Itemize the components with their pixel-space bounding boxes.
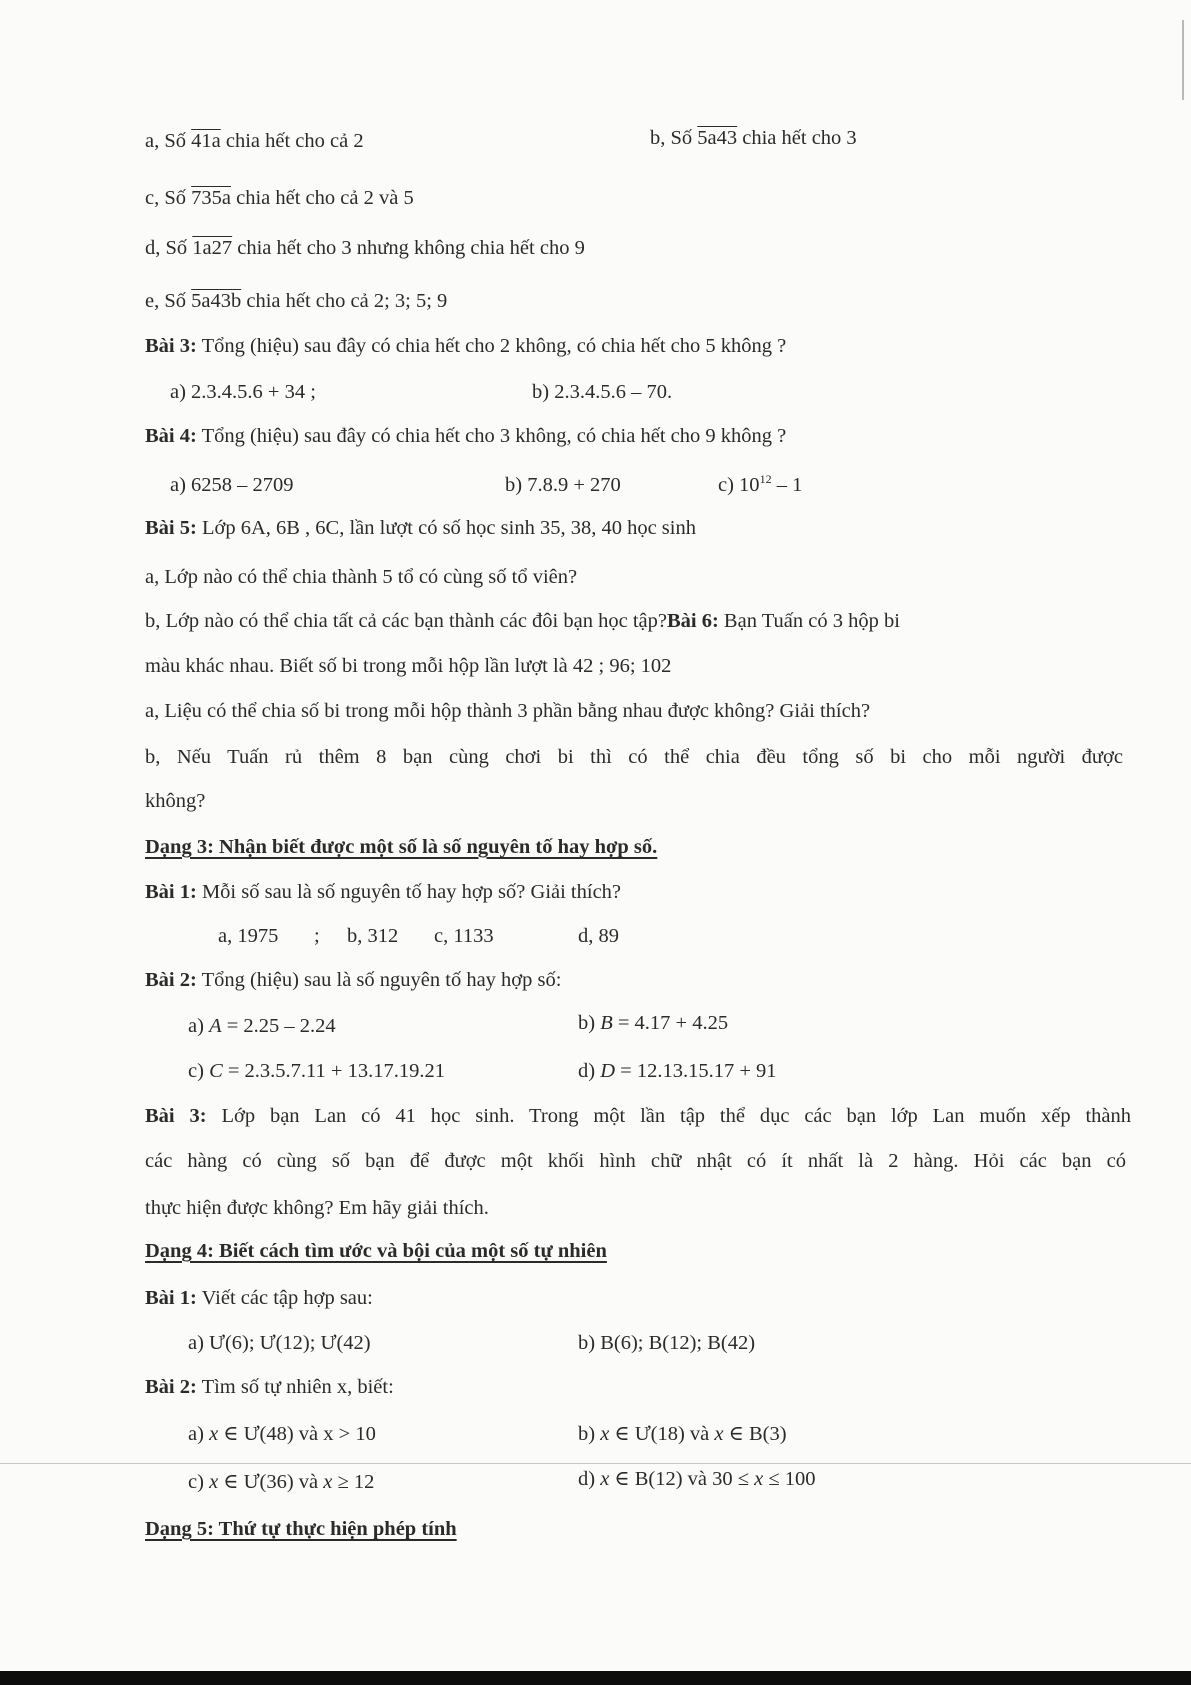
dang4-bai1-prompt bbox=[145, 1288, 373, 1309]
item-c-number: 735a bbox=[191, 187, 231, 209]
dang3-bai2-b-label: b) bbox=[578, 1012, 601, 1034]
bai3-label: Bài 3: bbox=[145, 335, 197, 357]
item-a-prefix: a, Số bbox=[145, 130, 192, 152]
dang3-bai1-sep: ; bbox=[314, 925, 320, 947]
dang4-bai2-d-label: d) bbox=[578, 1468, 601, 1490]
dang3-bai2-prompt bbox=[145, 970, 561, 991]
dang3-bai1-c: c, 1133 bbox=[434, 925, 494, 947]
dang3-bai2-c-var: C bbox=[209, 1060, 223, 1082]
dang4-bai2-b-math2: x ∈ bbox=[714, 1423, 744, 1445]
dang4-bai2-b bbox=[578, 1424, 787, 1445]
item-d-number: 1a27 bbox=[192, 237, 233, 259]
bai4-a: a) 6258 – 2709 bbox=[170, 474, 294, 496]
dang4-bai2-prompt bbox=[145, 1377, 394, 1398]
item-e-suffix: chia hết cho cả 2; 3; 5; 9 bbox=[241, 290, 448, 312]
bai5-prompt bbox=[145, 518, 696, 539]
dang4-bai2-d-rest2: ≤ 100 bbox=[763, 1468, 816, 1490]
dang4-bai2-c-math2: x ≥ bbox=[323, 1471, 349, 1493]
dang3-bai2-c-expr: = 2.3.5.7.11 + 13.17.19.21 bbox=[222, 1060, 445, 1082]
dang4-bai2-b-rest2: B(3) bbox=[743, 1423, 787, 1445]
dang3-bai1-a: a, 1975 bbox=[218, 925, 279, 947]
bai4-c bbox=[718, 472, 803, 496]
dang3-bai2-a-expr: = 2.25 – 2.24 bbox=[221, 1015, 336, 1037]
dang4-bai2-text: Tìm số tự nhiên x, biết: bbox=[196, 1376, 394, 1398]
dang3-bai2-a-var: A bbox=[209, 1015, 222, 1037]
dang3-bai2-a-label: a) bbox=[188, 1015, 210, 1037]
bai3-b: b) 2.3.4.5.6 – 70. bbox=[532, 381, 673, 403]
bai3-prompt bbox=[145, 336, 786, 357]
dang4-bai2-a-math: x ∈ bbox=[209, 1423, 239, 1445]
item-c-suffix: chia hết cho cả 2 và 5 bbox=[230, 187, 414, 209]
bai5-label: Bài 5: bbox=[145, 517, 197, 539]
item-b-suffix: chia hết cho 3 bbox=[737, 127, 857, 149]
bai6-b-line2: không? bbox=[145, 790, 206, 812]
dang4-bai2-d bbox=[578, 1469, 816, 1490]
dang3-bai3-text1: Lớp bạn Lan có 41 học sinh. Trong một lần tập thể dục các bạn lớp Lan muốn xếp thành bbox=[206, 1105, 1131, 1127]
dang3-bai2-label: Bài 2: bbox=[145, 969, 197, 991]
item-a-number: 41a bbox=[191, 130, 221, 152]
dang3-bai3-label: Bài 3: bbox=[145, 1105, 207, 1127]
dang4-bai2-b-rest: Ư(18) và bbox=[629, 1423, 715, 1445]
dang3-bai2-d-label: d) bbox=[578, 1060, 601, 1082]
dang3-bai2-b bbox=[578, 1013, 728, 1034]
bai6-text2: màu khác nhau. Biết số bi trong mỗi hộp lần lượt là 42 ; 96; 102 bbox=[145, 655, 672, 677]
bai4-text: Tổng (hiệu) sau đây có chia hết cho 3 không, có chia hết cho 9 không ? bbox=[196, 425, 787, 447]
bai5-a: a, Lớp nào có thể chia thành 5 tổ có cùng số tổ viên? bbox=[145, 566, 578, 588]
item-d-suffix: chia hết cho 3 nhưng không chia hết cho 9 bbox=[232, 237, 585, 259]
dang4-bai2-c-rest: Ư(36) và bbox=[238, 1471, 324, 1493]
item-e bbox=[145, 291, 447, 312]
dang3-bai2-d-var: D bbox=[600, 1060, 616, 1082]
item-a bbox=[145, 131, 364, 152]
dang4-bai2-c-math: x ∈ bbox=[209, 1471, 239, 1493]
dang4-bai2-b-math: x ∈ bbox=[600, 1423, 630, 1445]
dang4-bai2-d-math: x ∈ bbox=[600, 1468, 630, 1490]
dang4-bai1-a: a) Ư(6); Ư(12); Ư(42) bbox=[188, 1332, 371, 1354]
dang4-bai2-c-rest2: 12 bbox=[348, 1471, 375, 1493]
dang4-bai2-a-label: a) bbox=[188, 1423, 210, 1445]
bai4-label: Bài 4: bbox=[145, 425, 197, 447]
item-b-number: 5a43 bbox=[697, 127, 738, 149]
dang3-bai1-label: Bài 1: bbox=[145, 881, 197, 903]
item-e-prefix: e, Số bbox=[145, 290, 192, 312]
page-right-edge bbox=[1182, 20, 1184, 100]
bai6-a: a, Liệu có thể chia số bi trong mỗi hộp thành 3 phần bằng nhau được không? Giải thích? bbox=[145, 700, 871, 722]
dang3-bai2-a bbox=[188, 1016, 336, 1037]
bai6-text1: Bạn Tuấn có 3 hộp bi bbox=[718, 610, 900, 632]
dang4-heading: Dạng 4: Biết cách tìm ước và bội của một số tự nhiên bbox=[145, 1240, 607, 1262]
dang4-bai2-label: Bài 2: bbox=[145, 1376, 197, 1398]
bai3-text: Tổng (hiệu) sau đây có chia hết cho 2 không, có chia hết cho 5 không ? bbox=[196, 335, 787, 357]
dang3-bai2-b-var: B bbox=[600, 1012, 613, 1034]
dang3-bai3-line1 bbox=[145, 1106, 1131, 1127]
dang3-bai1-prompt bbox=[145, 882, 621, 903]
dang4-bai2-c bbox=[188, 1472, 374, 1493]
dang4-bai2-d-rest: B(12) và 30 ≤ bbox=[629, 1468, 755, 1490]
bai3-a: a) 2.3.4.5.6 + 34 ; bbox=[170, 381, 316, 403]
scan-bottom-edge bbox=[0, 1671, 1191, 1685]
item-c bbox=[145, 188, 414, 209]
dang4-bai2-b-label: b) bbox=[578, 1423, 601, 1445]
dang3-bai1-b: b, 312 bbox=[347, 925, 399, 947]
bai5-b: b, Lớp nào có thể chia tất cả các bạn thành các đôi bạn học tập? bbox=[145, 610, 667, 632]
item-b-prefix: b, Số bbox=[650, 127, 698, 149]
dang4-bai1-b: b) B(6); B(12); B(42) bbox=[578, 1332, 756, 1354]
item-b bbox=[650, 128, 857, 149]
bai6-label: Bài 6: bbox=[666, 610, 719, 632]
dang3-bai2-b-expr: = 4.17 + 4.25 bbox=[612, 1012, 729, 1034]
bai4-c-base: c) 10 bbox=[718, 474, 760, 496]
dang4-bai1-text: Viết các tập hợp sau: bbox=[196, 1287, 373, 1309]
item-a-suffix: chia hết cho cả 2 bbox=[220, 130, 364, 152]
scan-fold-line bbox=[0, 1463, 1191, 1464]
dang5-heading: Dạng 5: Thứ tự thực hiện phép tính bbox=[145, 1518, 457, 1540]
bai6-b-line1: b, Nếu Tuấn rủ thêm 8 bạn cùng chơi bi thì có thể chia đều tổng số bi cho mỗi người được bbox=[145, 746, 1123, 768]
dang3-bai3-line3: thực hiện được không? Em hãy giải thích. bbox=[145, 1197, 489, 1219]
dang4-bai1-label: Bài 1: bbox=[145, 1287, 197, 1309]
bai4-c-tail: – 1 bbox=[771, 474, 803, 496]
dang3-heading: Dạng 3: Nhận biết được một số là số nguyên tố hay hợp số. bbox=[145, 836, 658, 858]
item-d bbox=[145, 238, 585, 259]
item-c-prefix: c, Số bbox=[145, 187, 192, 209]
bai5-text: Lớp 6A, 6B , 6C, lần lượt có số học sinh 35, 38, 40 học sinh bbox=[196, 517, 696, 539]
bai4-c-exponent: 12 bbox=[759, 472, 772, 486]
dang3-bai2-c bbox=[188, 1061, 445, 1082]
dang4-bai2-a-rest: Ư(48) và x > 10 bbox=[238, 1423, 376, 1445]
dang3-bai2-c-label: c) bbox=[188, 1060, 210, 1082]
bai5-b-bai6-line bbox=[145, 611, 900, 632]
item-d-prefix: d, Số bbox=[145, 237, 193, 259]
dang3-bai2-text: Tổng (hiệu) sau là số nguyên tố hay hợp số: bbox=[196, 969, 562, 991]
dang3-bai3-line2: các hàng có cùng số bạn để được một khối hình chữ nhật có ít nhất là 2 hàng. Hỏi các bạn có bbox=[145, 1150, 1126, 1172]
dang4-bai2-a bbox=[188, 1424, 376, 1445]
bai4-prompt bbox=[145, 426, 786, 447]
item-e-number: 5a43b bbox=[191, 290, 242, 312]
dang3-bai1-d: d, 89 bbox=[578, 925, 619, 947]
dang4-bai2-c-label: c) bbox=[188, 1471, 210, 1493]
dang3-bai2-d-expr: = 12.13.15.17 + 91 bbox=[615, 1060, 777, 1082]
dang4-bai2-d-math2: x bbox=[754, 1468, 764, 1490]
dang3-bai1-text: Mỗi số sau là số nguyên tố hay hợp số? Giải thích? bbox=[196, 881, 622, 903]
bai4-b: b) 7.8.9 + 270 bbox=[505, 474, 621, 496]
dang3-bai2-d bbox=[578, 1061, 777, 1082]
